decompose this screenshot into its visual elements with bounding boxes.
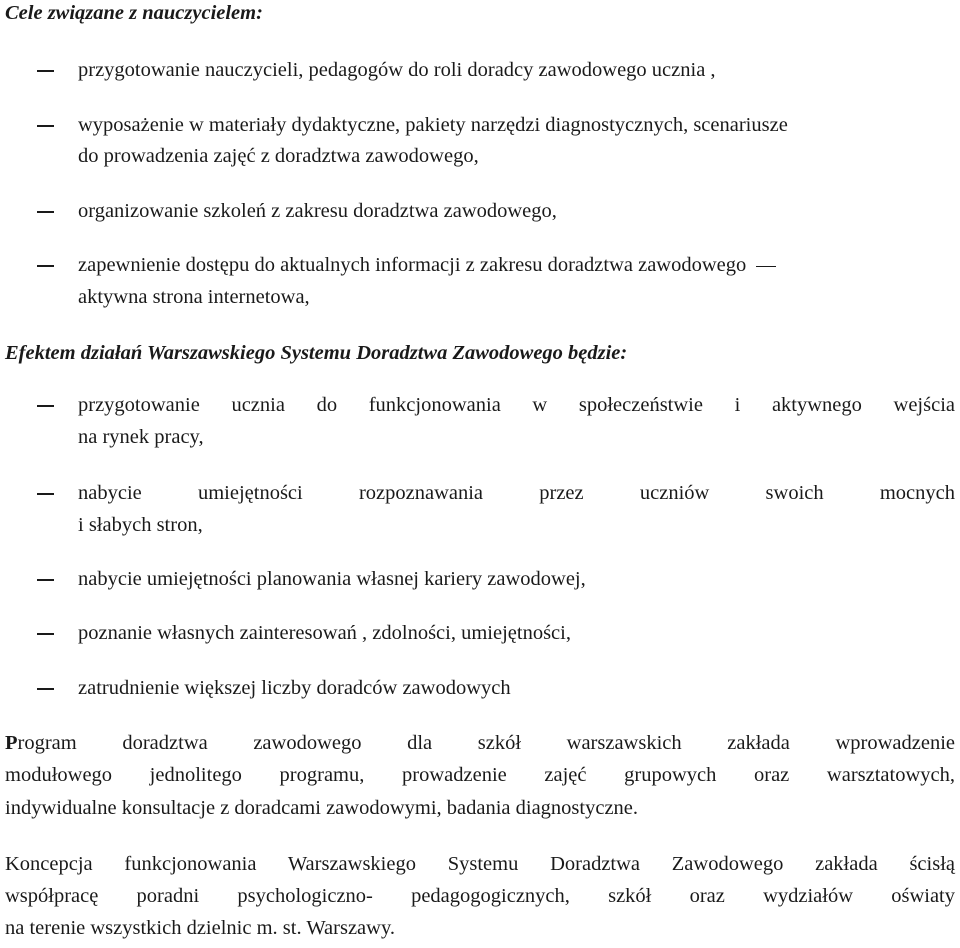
- list-item: przygotowanie nauczycieli, pedagogów do roli doradcy zawodowego ucznia ,: [78, 59, 716, 81]
- list-dash: [37, 633, 54, 635]
- section-heading-teacher-goals: Cele związane z nauczycielem:: [5, 2, 263, 24]
- list-dash: [37, 688, 54, 690]
- list-dash: [37, 579, 54, 581]
- list-item: wyposażenie w materiały dydaktyczne, pakiety narzędzi diagnostycznych, scenariusze: [78, 114, 788, 136]
- em-dash: [756, 266, 776, 268]
- paragraph-line: modułowego jednolitego programu, prowadzenie zajęć grupowych oraz warsztatowych,: [5, 764, 955, 786]
- list-item-continuation: aktywna strona internetowa,: [78, 286, 310, 308]
- paragraph-initial: P: [5, 732, 18, 754]
- list-item: organizowanie szkoleń z zakresu doradztwa zawodowego,: [78, 200, 557, 222]
- list-item: nabycie umiejętności rozpoznawania przez uczniów swoich mocnych: [78, 482, 955, 504]
- paragraph-line: indywidualne konsultacje z doradcami zawodowymi, badania diagnostyczne.: [5, 797, 639, 819]
- list-dash: [37, 493, 54, 495]
- list-item: poznanie własnych zainteresowań , zdolności, umiejętności,: [78, 622, 571, 644]
- list-dash: [37, 125, 54, 127]
- list-item: zatrudnienie większej liczby doradców zawodowych: [78, 677, 511, 699]
- list-dash: [37, 265, 54, 267]
- list-item-continuation: i słabych stron,: [78, 514, 203, 536]
- paragraph-line: Koncepcja funkcjonowania Warszawskiego Systemu Doradztwa Zawodowego zakłada ścisłą: [5, 853, 955, 875]
- section-heading-effects: Efektem działań Warszawskiego Systemu Doradztwa Zawodowego będzie:: [5, 342, 628, 364]
- list-dash: [37, 211, 54, 213]
- paragraph-line: na terenie wszystkich dzielnic m. st. Warszawy.: [5, 917, 396, 939]
- list-item: zapewnienie dostępu do aktualnych informacji z zakresu doradztwa zawodowego: [78, 255, 776, 276]
- list-item-continuation: na rynek pracy,: [78, 426, 204, 448]
- list-item-continuation: do prowadzenia zajęć z doradztwa zawodowego,: [78, 145, 479, 167]
- paragraph-line: współpracę poradni psychologiczno- pedagogogicznych, szkół oraz wydziałów oświaty: [5, 885, 955, 907]
- list-dash: [37, 70, 54, 72]
- list-item: nabycie umiejętności planowania własnej kariery zawodowej,: [78, 568, 586, 590]
- paragraph-line: Program doradztwa zawodowego dla szkół warszawskich zakłada wprowadzenie: [5, 732, 955, 754]
- list-dash: [37, 405, 54, 407]
- list-item: przygotowanie ucznia do funkcjonowania w społeczeństwie i aktywnego wejścia: [78, 394, 955, 416]
